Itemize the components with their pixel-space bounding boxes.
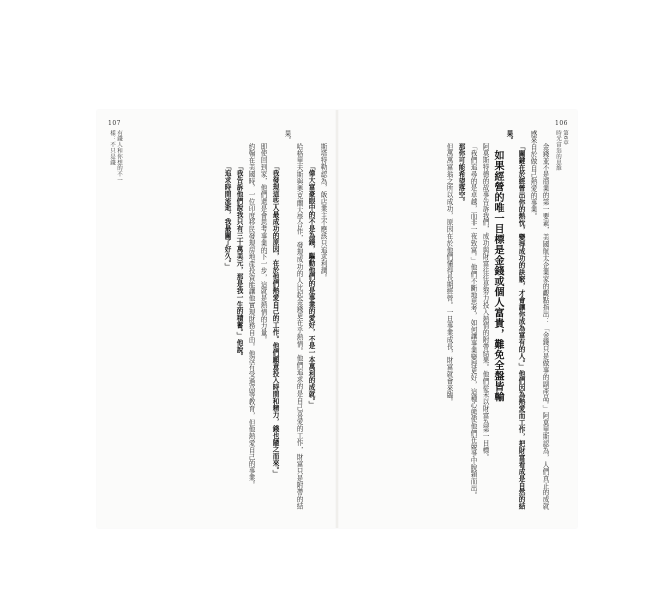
paragraph: [455, 130, 467, 510]
running-head-line: 有錢人和你想的不一: [116, 130, 122, 184]
right-page: [337, 110, 577, 528]
paragraph: 「我們追尋的是卓越，而非一夜致富。」他們不斷地思考，如何讓事業變得更好，這種心態使他們在競爭中脫穎而出。: [469, 143, 477, 499]
paragraph: 即使回到家，他們還是會思考事業的下一步，這就是熱情的力量。: [259, 143, 267, 344]
bold-quote: 「我告訴他們說我只有三十萬美元，那是我一生的積蓄。」他說。: [235, 162, 243, 360]
left-page: [97, 110, 337, 528]
bold-quote: 「偉大富豪眼中的不是為錢，驅動他們的是事業的愛好，不是一本萬利的成就。」: [307, 162, 315, 409]
paragraph: 但萬萬富翁之所以成功，原因在於他們懂得長期經營。一旦事業成長，財富就會來臨。: [445, 143, 453, 406]
paragraph: 約翰在美國時，一位印度移民發現房地產投資能讓他實現財務自由。他沒有受過高等教育，但他熱愛自己的事業。: [247, 143, 255, 489]
open-book-spread: [97, 110, 577, 528]
bold-quote: 「我發現這些人最成功的原因，在於他們熱愛自己的工作。他們願意投入時間和精力，錢也隨之而來。」: [271, 162, 279, 478]
running-head-line: 樣：不只是錢: [109, 130, 115, 166]
bold-passage: 「關鍵在於經營出你的熱忱，變得成功的訣竅，才會讓你成為富有的人。」他們因為熱愛而工作，把財富看成是自然的結果。: [505, 130, 525, 510]
paragraph: 哈格里夫斯與奧克蘭大學合作，發現成功的人比起金錢更在乎熱情。他們追求的是自己喜愛的工作，財富只是附帶的結果。: [283, 130, 303, 510]
chapter-title: 時光富翁的思維: [555, 130, 561, 172]
quote-paragraph: [221, 150, 233, 510]
section-heading: 如果經營的唯一目標是金錢或個人富貴，難免全盤皆輸: [492, 150, 503, 402]
chapter-label: 第6章: [562, 130, 568, 146]
page-number: 106: [555, 120, 568, 127]
bold-quote: 「追求時間流逝，我最關了好久。」: [223, 162, 231, 271]
running-head: [554, 130, 568, 171]
paragraph: [503, 130, 527, 510]
quote-paragraph: [233, 150, 245, 510]
bold-passage: 那你可能希望落空。: [457, 143, 465, 206]
paragraph: 金錢並不是商業的第一要素，美國航太企業家的觀點指出：「金錢只是做事的副產品。」阿莫里斯認為，人們真正的成就感來自於做自己熱愛的事業。: [529, 130, 549, 510]
quote-paragraph: [269, 150, 281, 510]
quote-paragraph: [305, 150, 317, 510]
paragraph: 阿莫斯特德的故事告訴我們，成功與財富往往是努力投入熱情的附帶結果。他們從未以財富為第一目標。: [481, 143, 489, 461]
paragraph: 斯塔特勒認為，飯店業主不應該只追求利潤。: [319, 143, 327, 282]
body-text: [119, 130, 329, 510]
page-number: 107: [108, 120, 121, 127]
body-text: [346, 130, 551, 510]
